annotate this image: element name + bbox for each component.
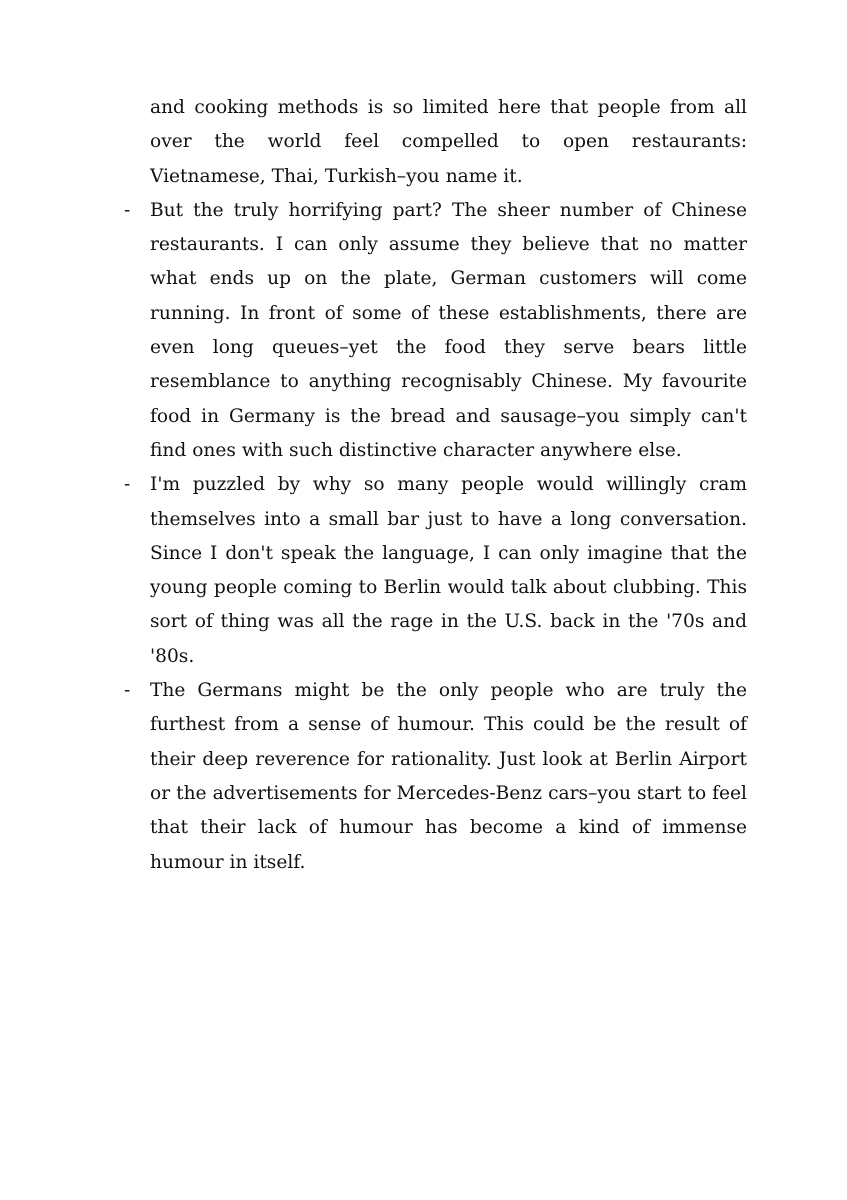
list-item-text: The Germans might be the only people who are truly the furthest from a sense of humour. This could be the result of their deep reverence for rationality. Just look at Berlin Airport or the advertisements for Mercedes-Benz cars–you start to feel that their lack of humour has become a kind of immense humour in itself. [150, 680, 747, 873]
list-item-chinese-restaurants [124, 194, 747, 468]
list-item-sense-of-humour [124, 674, 747, 880]
list-item-text: But the truly horrifying part? The sheer number of Chinese restaurants. I can only assume they believe that no matter what ends up on the plate, German customers will come running. In front of some of these establishments, there are even long queues–yet the food they serve bears little resemblance to anything recognisably Chinese. My favourite food in Germany is the bread and sausage–you simply can't find ones with such distinctive character anywhere else. [150, 199, 747, 461]
list-item-bar-conversation [124, 468, 747, 674]
document-body [124, 91, 747, 880]
bullet-marker: - [124, 474, 131, 496]
bullet-marker: - [124, 680, 131, 702]
list-item-text: I'm puzzled by why so many people would willingly cram themselves into a small bar just to have a long conversation. Since I don't speak the language, I can only imagine that the young people coming to Berlin would talk about clubbing. This sort of thing was all the rage in the U.S. back in the '70s and '80s. [150, 474, 747, 667]
paragraph-continuation [124, 91, 747, 194]
paragraph-text: and cooking methods is so limited here that people from all over the world feel compelled to open restaurants: Vietnamese, Thai, Turkish–you name it. [150, 97, 747, 187]
bullet-marker: - [124, 199, 131, 221]
